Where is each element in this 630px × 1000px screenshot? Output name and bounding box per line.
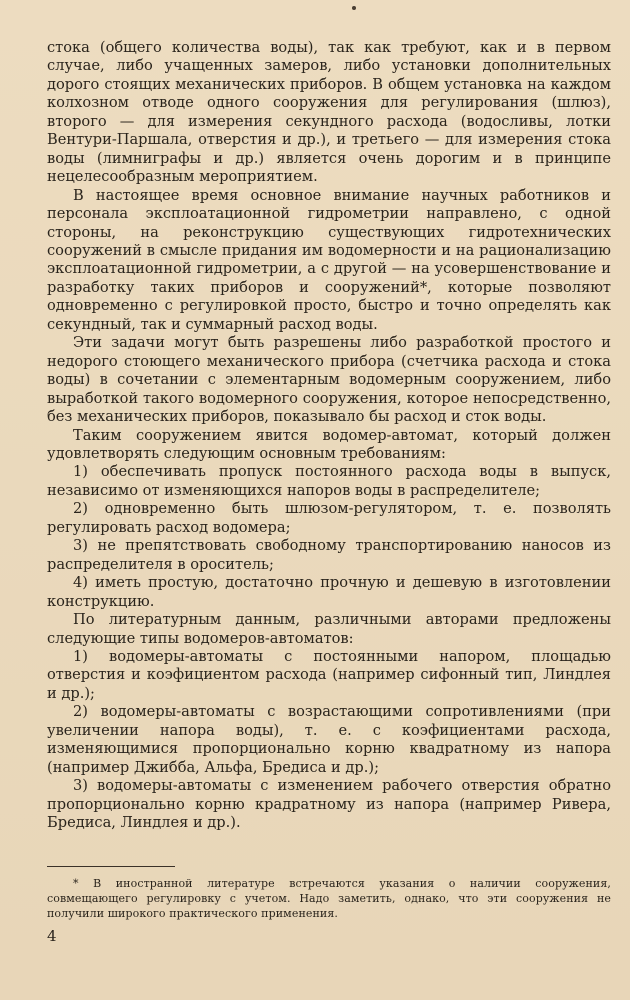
paragraph-stock-measurement: стока (общего количества воды), так как требуют, как и в первом случае, либо учащенных замеров, либо установки дополнительных дорого стоящих механических приборов. В общем установка на каждом колхозном отводе одного сооружения для регулирования (шлюз), второго — для измерения секундного расхода (водосливы, лотки Вентури-Паршала, отверстия и др.), и третьего — для измерения стока воды (лимниграфы и др.) является очень дорогим и в принципе нецелесообразным мероприятием. [47, 39, 611, 186]
requirement-item-4: 4) иметь простую, достаточно прочную и дешевую в изготовлении конструкцию. [47, 574, 611, 610]
type-item-2: 2) водомеры-автоматы с возрастающими сопротивлениями (при увеличении напора воды), т. е. с коэфициентами расхода, изменяющимися пропорционально корню квадратному из напора (например Джибба, Альфа, Бредиса и др.); [47, 703, 611, 776]
paragraph-tasks: Эти задачи могут быть разрешены либо разработкой простого и недорого стоющего механического прибора (счетчика расхода и стока воды) в сочетании с элементарным водомерным сооружением, либо выработкой такого водомерного сооружения, которое непосредственно, без механических приборов, показывало бы расход и сток воды. [47, 334, 611, 426]
page-number: 4 [47, 927, 57, 945]
footnote: * В иностранной литературе встречаются указания о наличии сооружения, совмещающего регулировку с учетом. Надо заметить, однако, что эти сооружения не получили широкого практического применения. [47, 877, 611, 920]
requirement-item-1: 1) обеспечивать пропуск постоянного расхода воды в выпуск, независимо от изменяющихся напоров воды в распределителе; [47, 463, 611, 499]
footnote-divider [47, 866, 175, 867]
requirement-item-2: 2) одновременно быть шлюзом-регулятором, т. е. позволять регулировать расход водомера; [47, 500, 611, 536]
type-item-3: 3) водомеры-автоматы с изменением рабочего отверстия обратно пропорционально корню крадратному из напора (например Ривера, Бредиса, Линдлея и др.). [47, 777, 611, 832]
paragraph-current-focus: В настоящее время основное внимание научных работников и персонала эксплоатационной гидрометрии направлено, с одной стороны, на реконструкцию существующих гидротехнических сооружений в смысле придания им водомерности и на рационализацию эксплоатационной гидрометрии, а с другой — на усовершенствование и разработку таких приборов и сооружений*, которые позволяют одновременно с регулировкой просто, быстро и точно определять как секундный, так и суммарный расход воды. [47, 186, 611, 333]
paragraph-types-intro: По литературным данным, различными авторами предложены следующие типы водомеров-автоматов: [47, 611, 611, 647]
print-mark [352, 6, 356, 10]
requirement-item-3: 3) не препятствовать свободному транспортированию наносов из распределителя в ороситель; [47, 537, 611, 573]
type-item-1: 1) водомеры-автоматы с постоянными напором, площадью отверстия и коэфициентом расхода (например сифонный тип, Линдлея и др.); [47, 647, 611, 702]
body-text [47, 39, 611, 832]
paragraph-requirements-intro: Таким сооружением явится водомер-автомат, который должен удовлетворять следующим основным требованиям: [47, 426, 611, 462]
